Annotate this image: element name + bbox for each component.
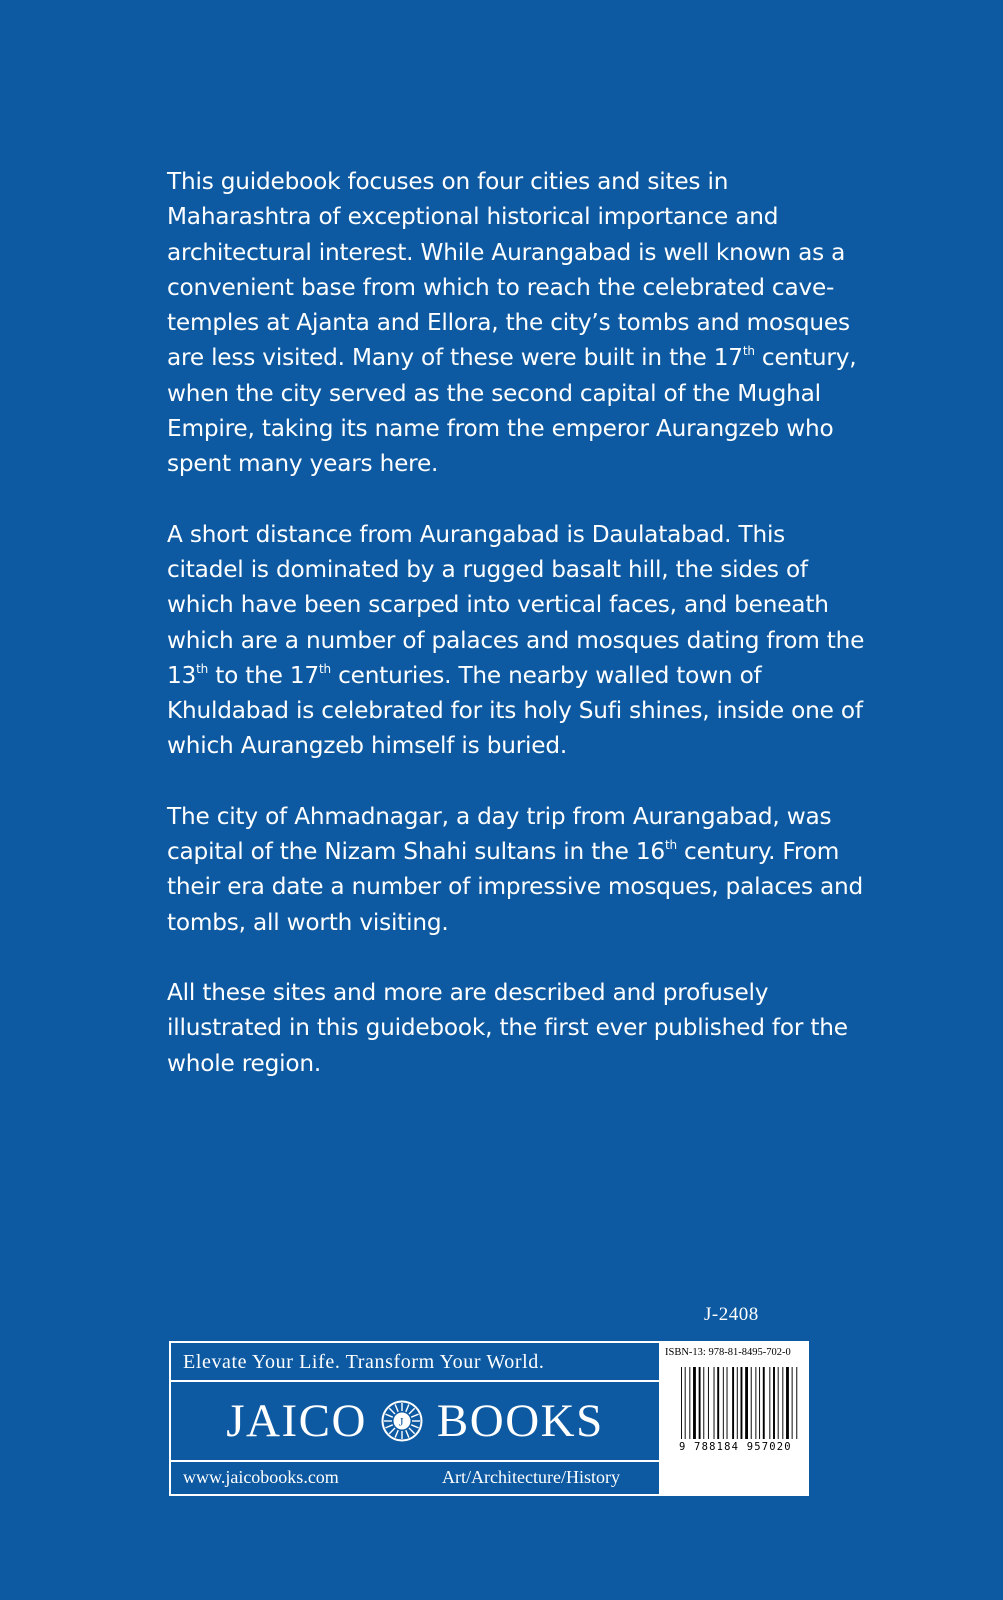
publisher-name-left: JAICO <box>226 1395 367 1447</box>
barcode-bar <box>689 1367 690 1439</box>
barcode-bar <box>759 1367 760 1439</box>
barcode-bar <box>737 1367 738 1439</box>
blurb-paragraph-1: This guidebook focuses on four cities and sites in Maharashtra of exceptional historical importance and architectural interest. While Aurangabad is well known as a convenient base from which to reach the celebrated cave-temples at Ajanta and Ellora, the city’s tombs and mosques are less visited. Many of these were built in the 17th century, when the city served as the second capital of the Mughal Empire, taking its name from the emperor Aurangzeb who spent many years here. <box>167 168 857 478</box>
barcode-digits: 9 788184 957020 <box>679 1441 792 1453</box>
book-category: Art/Architecture/History <box>442 1467 620 1487</box>
barcode-bar <box>699 1367 701 1439</box>
divider <box>171 1380 659 1382</box>
publisher-tagline: Elevate Your Life. Transform Your World. <box>183 1351 545 1373</box>
barcode-bar <box>714 1367 715 1439</box>
barcode-bar <box>745 1367 748 1439</box>
barcode-bar <box>685 1367 686 1439</box>
barcode-bar <box>782 1367 783 1439</box>
barcode-bar <box>763 1367 765 1439</box>
barcode-bar <box>727 1367 728 1439</box>
publisher-box <box>169 1341 809 1496</box>
publisher-logo <box>171 1393 659 1449</box>
barcode-bar <box>755 1367 756 1439</box>
barcode-bar <box>708 1367 709 1439</box>
blurb-paragraph-3: The city of Ahmadnagar, a day trip from Aurangabad, was capital of the Nizam Shahi sultans in the 16th century. From their era date a number of impressive mosques, palaces and tombs, all worth visiting. <box>167 802 864 936</box>
barcode-bar <box>703 1367 704 1439</box>
barcode-bar <box>792 1367 793 1439</box>
barcode <box>681 1367 799 1439</box>
emblem-letter: J <box>398 1414 406 1429</box>
barcode-bar <box>796 1367 797 1439</box>
publisher-name-right: BOOKS <box>436 1395 604 1447</box>
blurb-paragraph-4: All these sites and more are described and profusely illustrated in this guidebook, the first ever published for the whole region. <box>167 978 848 1077</box>
barcode-bar <box>723 1367 724 1439</box>
chakra-wheel-icon <box>381 1400 423 1442</box>
back-cover-blurb <box>167 164 867 1116</box>
barcode-panel <box>659 1343 807 1494</box>
isbn-label: ISBN-13: 978-81-8495-702-0 <box>665 1347 791 1358</box>
barcode-bar <box>741 1367 743 1439</box>
product-code: J-2408 <box>704 1304 759 1325</box>
barcode-bar <box>778 1367 779 1439</box>
blurb-paragraph-2: A short distance from Aurangabad is Daulatabad. This citadel is dominated by a rugged basalt hill, the sides of which have been scarped into vertical faces, and beneath which are a number of palaces and mosques dating from the 13th to the 17th centuries. The nearby walled town of Khuldabad is celebrated for its holy Sufi shines, inside one of which Aurangzeb himself is buried. <box>167 520 865 760</box>
divider <box>171 1460 659 1462</box>
barcode-bar <box>693 1367 696 1439</box>
barcode-bar <box>681 1367 682 1439</box>
barcode-bar <box>732 1367 734 1439</box>
barcode-bar <box>773 1367 775 1439</box>
barcode-bar <box>769 1367 770 1439</box>
barcode-bar <box>717 1367 719 1439</box>
barcode-bar <box>751 1367 752 1439</box>
barcode-bar <box>786 1367 789 1439</box>
publisher-website: www.jaicobooks.com <box>183 1467 339 1487</box>
